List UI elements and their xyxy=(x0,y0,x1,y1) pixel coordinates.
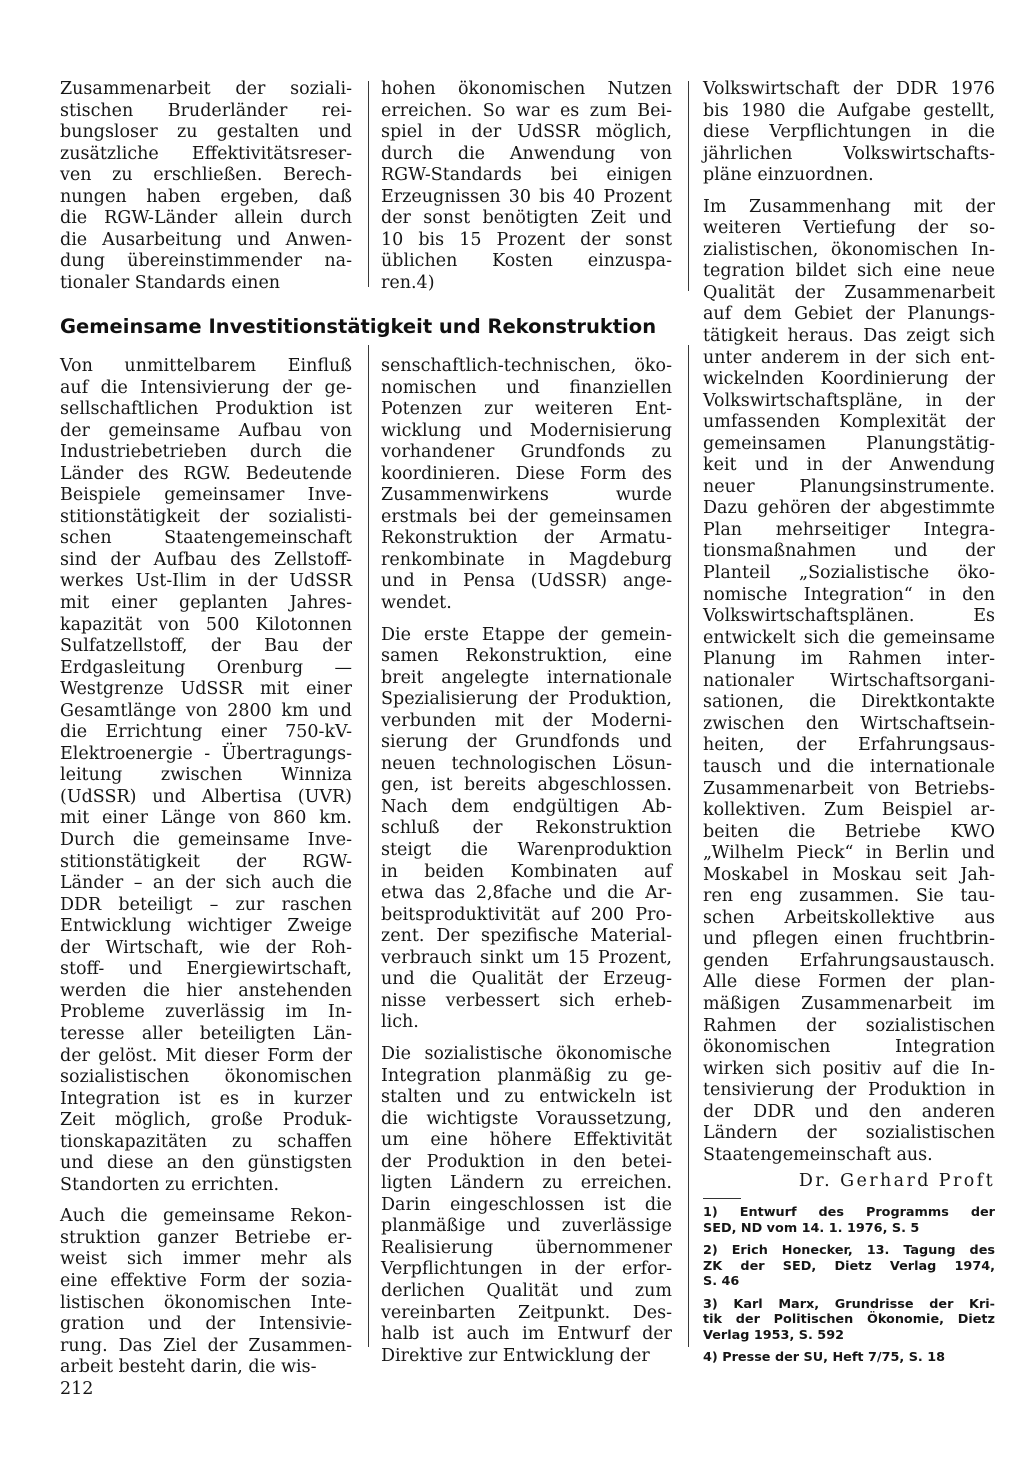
text-line: auf dem Gebiet der Planungs- xyxy=(703,304,995,325)
text-line: unter anderem in der sich ent- xyxy=(703,347,995,368)
text-line: stalten und zu entwickeln ist xyxy=(381,1087,672,1108)
text-line: bungsloser zu gestalten und xyxy=(60,122,352,143)
text-line: 3) Karl Marx, Grundrisse der Kri- xyxy=(703,1296,995,1312)
text-line: zent. Der spezifische Material- xyxy=(381,926,672,947)
text-line: der Wirtschaft, wie der Roh- xyxy=(60,937,352,958)
footnote xyxy=(703,1205,995,1236)
text-line: diese Verpflichtungen in die xyxy=(703,122,995,143)
text-line: Verlag 1953, S. 592 xyxy=(703,1327,845,1343)
text-line: verbrauch sinkt um 15 Prozent, xyxy=(381,947,672,968)
text-line: tausch und die internationale xyxy=(703,756,995,777)
article-column-right xyxy=(703,79,995,1166)
paragraph xyxy=(381,1044,672,1367)
text-line: neuer Planungsinstrumente. xyxy=(703,476,995,497)
text-line: sationen, die Direktkontakte xyxy=(703,692,995,713)
text-line: nationaler Wirtschaftsorgani- xyxy=(703,670,995,691)
text-line: Moskabel in Moskau seit Jah- xyxy=(703,864,995,885)
text-line: und in Pensa (UdSSR) ange- xyxy=(381,571,672,592)
text-line: der DDR und den anderen xyxy=(703,1101,995,1122)
text-line: gration und der Intensivie- xyxy=(60,1314,352,1335)
text-line: Potenzen zur weiteren Ent- xyxy=(381,399,672,420)
text-line: auf die Intensivierung der ge- xyxy=(60,377,352,398)
column-rule xyxy=(688,81,689,291)
text-line: derlichen Qualität und zum xyxy=(381,1280,672,1301)
text-line: weiteren Vertiefung der so- xyxy=(703,218,995,239)
text-line: in beiden Kombinaten auf xyxy=(381,861,672,882)
text-line: und die Qualität der Erzeug- xyxy=(381,969,672,990)
text-line: zusätzliche Effektivitätsreser- xyxy=(60,143,352,164)
text-line: Beispiele gemeinsamer Inve- xyxy=(60,485,352,506)
text-line: Industriebetrieben durch die xyxy=(60,442,352,463)
text-line: ZK der SED, Dietz Verlag 1974, xyxy=(703,1258,995,1274)
footnote xyxy=(703,1297,995,1344)
text-line: Direktive zur Entwicklung der xyxy=(381,1345,650,1366)
text-line: Volkswirtschaftsplänen. Es xyxy=(703,606,995,627)
text-line: Von unmittelbarem Einfluß xyxy=(60,356,352,376)
text-line: Entwicklung wichtiger Zweige xyxy=(60,916,352,937)
text-line: Gesamtlänge von 2800 km und xyxy=(60,700,352,721)
text-line: Im Zusammenhang mit der xyxy=(703,196,995,217)
text-line: zwischen den Wirtschaftsein- xyxy=(703,713,995,734)
text-line: der gemeinsame Aufbau von xyxy=(60,420,352,441)
text-line: Zusammenarbeit der soziali- xyxy=(60,79,352,99)
page-number: 212 xyxy=(60,1379,94,1399)
text-line: erreichen. So war es zum Bei- xyxy=(381,100,672,121)
text-line: Alle diese Formen der plan- xyxy=(703,972,995,993)
text-line: mit einer geplanten Jahres- xyxy=(60,593,352,614)
text-line: Durch die gemeinsame Inve- xyxy=(60,830,352,851)
text-line: SED, ND vom 14. 1. 1976, S. 5 xyxy=(703,1220,920,1236)
text-line: tionskapazitäten zu schaffen xyxy=(60,1131,352,1152)
top-column-middle xyxy=(381,79,672,294)
text-line: RGW-Standards bei einigen xyxy=(381,165,672,186)
text-line: Volkswirtschaft der DDR 1976 xyxy=(703,79,995,99)
text-line: sind der Aufbau des Zellstoff- xyxy=(60,549,352,570)
article-column-middle xyxy=(381,356,672,1367)
text-line: 1) Entwurf des Programms der xyxy=(703,1205,995,1220)
text-line: listischen ökonomischen Inte- xyxy=(60,1292,352,1313)
text-line: Elektroenergie - Übertragungs- xyxy=(60,743,352,764)
text-line: die RGW-Länder allein durch xyxy=(60,208,352,229)
text-line: die wichtigste Voraussetzung, xyxy=(381,1108,672,1129)
text-line: „Wilhelm Pieck“ in Berlin und xyxy=(703,843,995,864)
text-line: 10 bis 15 Prozent der sonst xyxy=(381,229,672,250)
text-line: sozialistischen ökonomischen xyxy=(60,1067,352,1088)
text-line: die Ausarbeitung und Anwen- xyxy=(60,229,352,250)
text-line: halb ist auch im Entwurf der xyxy=(381,1324,672,1345)
paragraph xyxy=(381,79,672,294)
text-line: schen Arbeitskollektive aus xyxy=(703,907,995,928)
text-line: Sulfatzellstoff, der Bau der xyxy=(60,636,352,657)
text-line: Ländern der sozialistischen xyxy=(703,1123,995,1144)
text-line: Länder – an der sich auch die xyxy=(60,873,352,894)
paragraph xyxy=(60,356,352,1196)
text-line: schluß der Rekonstruktion xyxy=(381,818,672,839)
text-line: der gelöst. Mit dieser Form der xyxy=(60,1045,352,1066)
section-heading: Gemeinsame Investitionstätigkeit und Rekonstruktion xyxy=(60,315,657,338)
text-line: Volkswirtschaftspläne, in der xyxy=(703,390,995,411)
column-rule xyxy=(368,345,369,1347)
paragraph xyxy=(60,1206,352,1378)
text-line: Planteil „Sozialistische öko- xyxy=(703,563,995,584)
text-line: Erdgasleitung Orenburg — xyxy=(60,657,352,678)
text-line: S. 46 xyxy=(703,1274,740,1289)
text-line: nomische Integration“ in den xyxy=(703,584,995,605)
column-rule xyxy=(368,81,369,287)
text-line: stoff- und Energiewirtschaft, xyxy=(60,959,352,980)
text-line: Rahmen der sozialistischen xyxy=(703,1015,995,1036)
text-line: und diese an den günstigsten xyxy=(60,1153,352,1174)
text-line: tionaler Standards einen xyxy=(60,272,281,293)
text-line: ven zu erschließen. Berech- xyxy=(60,165,352,186)
text-line: weist sich immer mehr als xyxy=(60,1249,352,1270)
text-line: Planung im Rahmen inter- xyxy=(703,649,995,670)
text-line: entwickelt sich die gemeinsame xyxy=(703,627,995,648)
text-line: ökonomischen Integration xyxy=(703,1037,995,1058)
text-line: Die erste Etappe der gemein- xyxy=(381,624,672,645)
text-line: erstmals bei der gemeinsamen xyxy=(381,506,672,527)
text-line: Spezialisierung der Produktion, xyxy=(381,689,672,710)
text-line: Erzeugnissen 30 bis 40 Prozent xyxy=(381,186,672,207)
text-line: gemeinsamen Planungstätig- xyxy=(703,433,995,454)
text-line: Länder des RGW. Bedeutende xyxy=(60,463,352,484)
text-line: planmäßige und zuverlässige xyxy=(381,1216,672,1237)
text-line: (UdSSR) und Albertisa (UVR) xyxy=(60,786,352,807)
text-line: rung. Das Ziel der Zusammen- xyxy=(60,1335,352,1356)
text-line: zialistischen, ökonomischen In- xyxy=(703,239,995,260)
text-line: wendet. xyxy=(381,593,452,614)
text-line: ligten Ländern zu erreichen. xyxy=(381,1173,672,1194)
text-line: Westgrenze UdSSR mit einer xyxy=(60,679,352,700)
text-line: und pflegen einen fruchtbrin- xyxy=(703,929,995,950)
text-line: Auch die gemeinsame Rekon- xyxy=(60,1206,352,1227)
text-line: um eine höhere Effektivität xyxy=(381,1130,672,1151)
text-line: Integration planmäßig zu ge- xyxy=(381,1065,672,1086)
paragraph xyxy=(703,79,995,187)
text-line: Zusammenarbeit von Betriebs- xyxy=(703,778,995,799)
text-line: DDR beteiligt – zur raschen xyxy=(60,894,352,915)
text-line: der sonst benötigten Zeit und xyxy=(381,208,672,229)
footnote xyxy=(703,1243,995,1290)
text-line: bis 1980 die Aufgabe gestellt, xyxy=(703,100,995,121)
text-line: die Errichtung einer 750-kV- xyxy=(60,722,352,743)
text-line: dung übereinstimmender na- xyxy=(60,251,352,272)
text-line: der Produktion in den betei- xyxy=(381,1151,672,1172)
text-line: Integration ist es in kurzer xyxy=(60,1088,352,1109)
text-line: Standorten zu errichten. xyxy=(60,1174,280,1195)
text-line: teresse aller beteiligten Län- xyxy=(60,1023,352,1044)
text-line: heiten, der Erfahrungsaus- xyxy=(703,735,995,756)
footnotes xyxy=(703,1205,995,1366)
article-column-left xyxy=(60,356,352,1379)
text-line: tionsmaßnahmen und der xyxy=(703,541,995,562)
text-line: mäßigen Zusammenarbeit im xyxy=(703,993,995,1014)
text-line: renkombinate in Magdeburg xyxy=(381,549,672,570)
text-line: senschaftlich-technischen, öko- xyxy=(381,356,672,376)
text-line: keit und in der Anwendung xyxy=(703,455,995,476)
text-line: umfassenden Komplexität der xyxy=(703,412,995,433)
text-line: Plan mehrseitiger Integra- xyxy=(703,519,995,540)
text-line: tik der Politischen Ökonomie, Dietz xyxy=(703,1312,995,1327)
text-line: Probleme zuverlässig im In- xyxy=(60,1002,352,1023)
text-line: nungen haben ergeben, daß xyxy=(60,186,352,207)
text-line: neuen technologischen Lösun- xyxy=(381,753,672,774)
top-column-left xyxy=(60,79,352,294)
text-line: ren eng zusammen. Sie tau- xyxy=(703,886,995,907)
text-line: Qualität der Zusammenarbeit xyxy=(703,282,995,303)
text-line: durch die Anwendung von xyxy=(381,143,672,164)
text-line: 4) Presse der SU, Heft 7/75, S. 18 xyxy=(703,1350,946,1365)
text-line: steigt die Warenproduktion xyxy=(381,840,672,861)
text-line: beiten die Betriebe KWO xyxy=(703,821,995,842)
text-line: tegration bildet sich eine neue xyxy=(703,261,995,282)
paragraph xyxy=(381,625,672,1034)
text-line: Rekonstruktion der Armatu- xyxy=(381,528,672,549)
text-line: werkes Ust-Ilim in der UdSSR xyxy=(60,571,352,592)
text-line: tätigkeit heraus. Das zeigt sich xyxy=(703,326,995,347)
text-line: sierung der Grundfonds und xyxy=(381,732,672,753)
text-line: tensivierung der Produktion in xyxy=(703,1080,995,1101)
text-line: Dazu gehören der abgestimmte xyxy=(703,498,995,519)
text-line: struktion ganzer Betriebe er- xyxy=(60,1227,352,1248)
text-line: kollektiven. Zum Beispiel ar- xyxy=(703,800,995,821)
text-line: nisse verbessert sich erheb- xyxy=(381,990,672,1011)
text-line: wirken sich positiv auf die In- xyxy=(703,1058,995,1079)
text-line: ren.4) xyxy=(381,272,435,293)
text-line: mit einer Länge von 860 km. xyxy=(60,808,352,829)
author-signature: Dr. Gerhard Proft xyxy=(798,1171,995,1191)
text-line: Zeit möglich, große Produk- xyxy=(60,1110,352,1131)
text-line: stitionstätigkeit der RGW- xyxy=(60,851,352,872)
text-line: Realisierung übernommener xyxy=(381,1237,672,1258)
text-line: koordinieren. Diese Form des xyxy=(381,463,672,484)
text-line: stischen Bruderländer rei- xyxy=(60,100,352,121)
text-line: eine effektive Form der sozia- xyxy=(60,1270,352,1291)
text-line: breit angelegte internationale xyxy=(381,667,672,688)
footnote-separator xyxy=(703,1198,741,1199)
text-line: spiel in der UdSSR möglich, xyxy=(381,122,672,143)
paragraph xyxy=(381,356,672,615)
text-line: 2) Erich Honecker, 13. Tagung des xyxy=(703,1243,995,1258)
text-line: vorhandener Grundfonds zu xyxy=(381,442,672,463)
text-line: verbunden mit der Moderni- xyxy=(381,710,672,731)
text-line: sellschaftlichen Produktion ist xyxy=(60,399,352,420)
text-line: Zusammenwirkens wurde xyxy=(381,485,672,506)
text-line: Staatengemeinschaft aus. xyxy=(703,1144,933,1165)
text-line: stitionstätigkeit der sozialisti- xyxy=(60,506,352,527)
text-line: lich. xyxy=(381,1012,419,1033)
text-line: pläne einzuordnen. xyxy=(703,165,874,186)
text-line: nomischen und finanziellen xyxy=(381,377,672,398)
text-line: Darin eingeschlossen ist die xyxy=(381,1194,672,1215)
text-line: schen Staatengemeinschaft xyxy=(60,528,352,549)
text-line: werden die hier anstehenden xyxy=(60,980,352,1001)
text-line: hohen ökonomischen Nutzen xyxy=(381,79,672,99)
text-line: wicklung und Modernisierung xyxy=(381,420,672,441)
paragraph xyxy=(703,197,995,1167)
text-line: jährlichen Volkswirtschafts- xyxy=(703,143,995,164)
text-line: Verpflichtungen in der erfor- xyxy=(381,1259,672,1280)
text-line: leitung zwischen Winniza xyxy=(60,765,352,786)
text-line: samen Rekonstruktion, eine xyxy=(381,646,672,667)
column-rule xyxy=(688,345,689,1347)
text-line: kapazität von 500 Kilotonnen xyxy=(60,614,352,635)
text-line: etwa das 2,8fache und die Ar- xyxy=(381,883,672,904)
text-line: arbeit besteht darin, die wis- xyxy=(60,1357,317,1378)
text-line: vereinbarten Zeitpunkt. Des- xyxy=(381,1302,672,1323)
footnote xyxy=(703,1350,995,1366)
text-line: beitsproduktivität auf 200 Pro- xyxy=(381,904,672,925)
text-line: genden Erfahrungsaustausch. xyxy=(703,950,995,971)
paragraph xyxy=(60,79,352,294)
text-line: wickelnden Koordinierung der xyxy=(703,369,995,390)
text-line: üblichen Kosten einzuspa- xyxy=(381,251,672,272)
text-line: gen, ist bereits abgeschlossen. xyxy=(381,775,672,796)
text-line: Nach dem endgültigen Ab- xyxy=(381,796,672,817)
text-line: Die sozialistische ökonomische xyxy=(381,1043,672,1064)
